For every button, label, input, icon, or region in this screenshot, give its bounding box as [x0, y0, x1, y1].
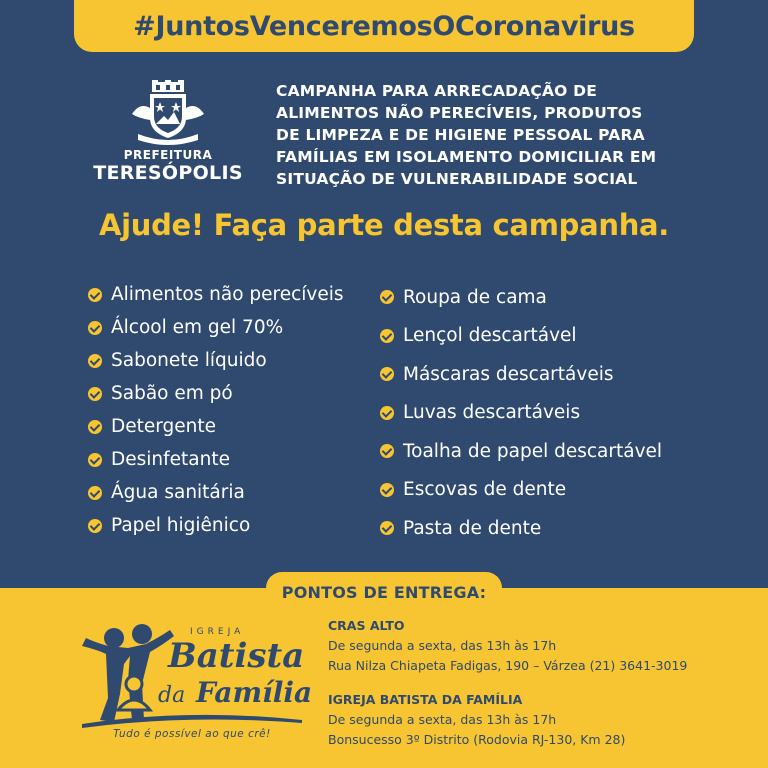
check-icon — [380, 367, 394, 381]
location-address: Bonsucesso 3º Distrito (Rodovia RJ-130, Km 28) — [328, 732, 626, 747]
item-label: Desinfetante — [111, 449, 230, 470]
prefeitura-label: PREFEITURA — [123, 148, 213, 162]
item-label: Sabonete líquido — [111, 350, 267, 371]
campaign-line: SITUAÇÃO DE VULNERABILIDADE SOCIAL — [276, 170, 638, 188]
item-label: Toalha de papel descartável — [403, 440, 663, 462]
check-icon — [380, 406, 394, 420]
campaign-line: CAMPANHA PARA ARRECADAÇÃO DE — [276, 82, 598, 100]
campaign-line: ALIMENTOS NÃO PERECÍVEIS, PRODUTOS — [276, 104, 643, 122]
item-label: Álcool em gel 70% — [111, 317, 284, 338]
item-label: Máscaras descartáveis — [403, 363, 614, 385]
check-icon — [88, 354, 102, 368]
item-label: Alimentos não perecíveis — [111, 284, 344, 305]
delivery-title: PONTOS DE ENTREGA: — [266, 572, 502, 612]
list-item — [380, 355, 662, 394]
list-item — [380, 471, 662, 510]
list-item — [88, 278, 344, 311]
check-icon — [88, 288, 102, 302]
list-item — [380, 278, 662, 317]
check-icon — [88, 486, 102, 500]
headline: Ajude! Faça parte desta campanha. — [98, 208, 670, 242]
church-slogan: Tudo é possível ao que crê! — [113, 728, 271, 740]
item-label: Lençol descartável — [403, 325, 577, 347]
campaign-description — [276, 80, 716, 190]
hashtag-text: #JuntosVenceremosOCoronavirus — [133, 10, 635, 42]
item-label: Roupa de cama — [403, 286, 547, 308]
location-hours: De segunda a sexta, das 13h às 17h — [328, 712, 557, 727]
list-item — [88, 344, 344, 377]
item-label: Luvas descartáveis — [403, 402, 581, 424]
list-item — [88, 311, 344, 344]
item-label: Escovas de dente — [403, 479, 567, 501]
item-label: Sabão em pó — [111, 383, 233, 404]
church-batista-label: Batista — [168, 636, 305, 676]
check-icon — [380, 521, 394, 535]
location-name: CRAS ALTO — [328, 618, 405, 633]
list-item — [88, 443, 344, 476]
city-name: TERESÓPOLIS — [93, 162, 243, 184]
location-name: IGREJA BATISTA DA FAMÍLIA — [328, 692, 523, 707]
church-igreja-label: IGREJA — [190, 627, 245, 637]
check-icon — [88, 420, 102, 434]
check-icon — [380, 444, 394, 458]
campaign-line: DE LIMPEZA E DE HIGIENE PESSOAL PARA — [276, 126, 645, 144]
donation-list-left — [88, 278, 344, 542]
church-da-label: da — [158, 683, 186, 708]
item-label: Pasta de dente — [403, 517, 542, 539]
check-icon — [380, 483, 394, 497]
item-label: Água sanitária — [111, 482, 245, 503]
item-label: Detergente — [111, 416, 217, 437]
list-item — [380, 317, 662, 356]
list-item — [88, 410, 344, 443]
list-item — [380, 394, 662, 433]
location-address: Rua Nilza Chiapeta Fadigas, 190 – Várzea (21) 3641-3019 — [328, 658, 688, 673]
list-item — [88, 476, 344, 509]
check-icon — [88, 519, 102, 533]
campaign-line: FAMÍLIAS EM ISOLAMENTO DOMICILIAR EM — [276, 148, 657, 166]
check-icon — [88, 387, 102, 401]
check-icon — [88, 453, 102, 467]
delivery-location — [328, 690, 625, 750]
list-item — [380, 509, 662, 548]
check-icon — [380, 329, 394, 343]
delivery-location — [328, 616, 687, 676]
list-item — [380, 432, 662, 471]
prefeitura-logo — [88, 80, 248, 190]
location-hours: De segunda a sexta, das 13h às 17h — [328, 638, 557, 653]
list-item — [88, 509, 344, 542]
item-label: Papel higiênico — [111, 515, 251, 536]
donation-list-right — [380, 278, 662, 548]
church-familia-label: Família — [196, 676, 313, 709]
list-item — [88, 377, 344, 410]
check-icon — [88, 321, 102, 335]
hashtag-banner — [74, 0, 694, 52]
city-crest-icon — [128, 80, 208, 148]
check-icon — [380, 290, 394, 304]
